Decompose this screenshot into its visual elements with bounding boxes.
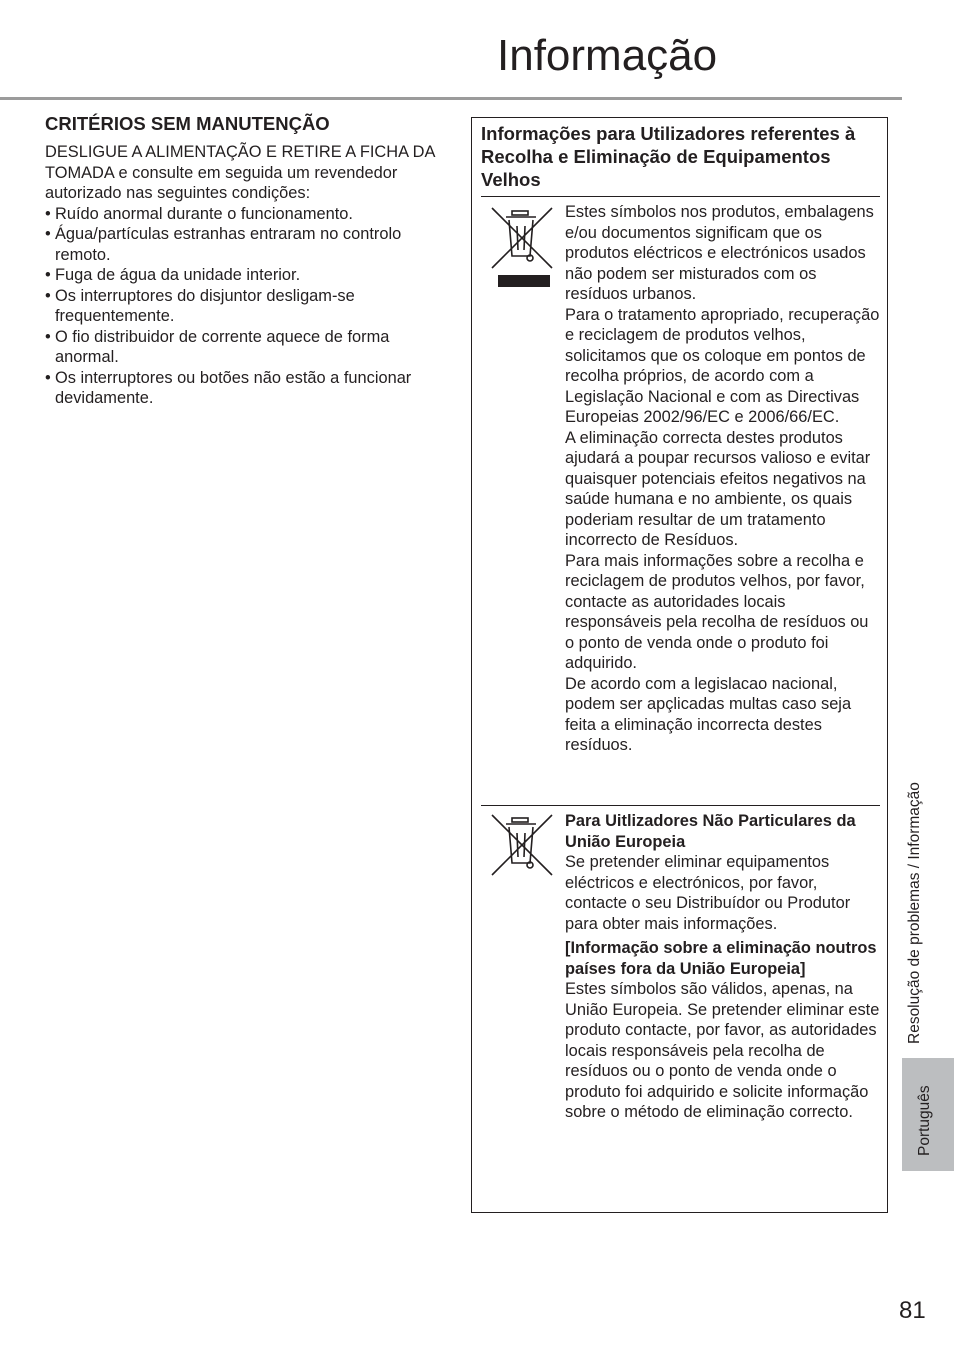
box-divider	[481, 805, 880, 806]
subsection-heading: Para Uitlizadores Não Particulares da União Europeia	[565, 812, 856, 851]
list-item: • Ruído anormal durante o funcionamento.	[45, 204, 445, 225]
page-title: Informação	[497, 31, 718, 80]
paragraph: Para mais informações sobre a recolha e reciclagem de produtos velhos, por favor, contacte as autoridades locais responsáveis pela recolha de resíduos ou o ponto de venda onde o produto foi adquirido.	[565, 551, 869, 672]
box-heading: Informações para Utilizadores referentes à Recolha e Eliminação de Equipamentos Velhos	[481, 123, 856, 190]
list-item: • Fuga de água da unidade interior.	[45, 265, 445, 286]
paragraph: De acordo com a legislacao nacional, podem ser apçlicadas multas caso seja feita a eliminação incorrecta destes resíduos.	[565, 674, 852, 754]
list-item: • Água/partículas estranhas entraram no controlo remoto.	[45, 224, 445, 265]
subsection-heading: [Informação sobre a eliminação noutros países fora da União Europeia]	[565, 939, 877, 978]
side-section-label: Resolução de problemas / Informação	[906, 782, 923, 1044]
list-item: • Os interruptores do disjuntor desligam-se frequentemente.	[45, 286, 445, 327]
crossed-out-wheelie-bin-with-bar-icon	[490, 206, 554, 288]
crossed-out-wheelie-bin-icon	[490, 813, 554, 881]
list-item: • Os interruptores ou botões não estão a funcionar devidamente.	[45, 368, 445, 409]
paragraph: Se pretender eliminar equipamentos eléctricos e electrónicos, por favor, contacte o seu Distribuídor ou Produtor para obter mais informações.	[565, 853, 851, 933]
page-number: 81	[899, 1297, 926, 1324]
conditions-list	[45, 204, 445, 409]
section-heading: CRITÉRIOS SEM MANUTENÇÃO	[45, 113, 330, 134]
list-item: • O fio distribuidor de corrente aquece de forma anormal.	[45, 327, 445, 368]
disposal-info-box	[471, 117, 888, 1213]
intro-text: DESLIGUE A ALIMENTAÇÃO E RETIRE A FICHA DA TOMADA e consulte em seguida um revendedor autorizado nas seguintes condições:	[45, 143, 435, 202]
paragraph: A eliminação correcta destes produtos ajudará a poupar recursos valioso e evitar quaisquer potenciais efeitos negativos na saúde humana e no ambiente, os quais poderiam resultar de um tratamento incorrecto de Resíduos.	[565, 428, 871, 549]
weee-text-block	[565, 202, 880, 756]
language-tab-label: Português	[916, 1085, 933, 1156]
maintenance-criteria-section	[45, 112, 445, 409]
paragraph: Estes símbolos são válidos, apenas, na União Europeia. Se pretender eliminar este produto contacte, por favor, as autoridades locais responsáveis pela recolha de resíduos ou o ponto de venda onde o produto foi adquirido e solicite informação sobre o método de eliminação correcto.	[565, 980, 880, 1121]
title-divider	[0, 97, 902, 100]
non-private-users-block	[565, 811, 880, 1123]
paragraph: Estes símbolos nos produtos, embalagens e/ou documentos significam que os produtos eléctricos e electrónicos usados não podem ser misturados com os resíduos urbanos.	[565, 203, 874, 303]
paragraph: Para o tratamento apropriado, recuperação e reciclagem de produtos velhos, solicitamos que os coloque em pontos de recolha próprios, de acordo com a Legislação Nacional e com as Directivas Europeias 2002/96/EC e 2006/66/EC.	[565, 305, 880, 426]
box-divider	[481, 196, 880, 197]
